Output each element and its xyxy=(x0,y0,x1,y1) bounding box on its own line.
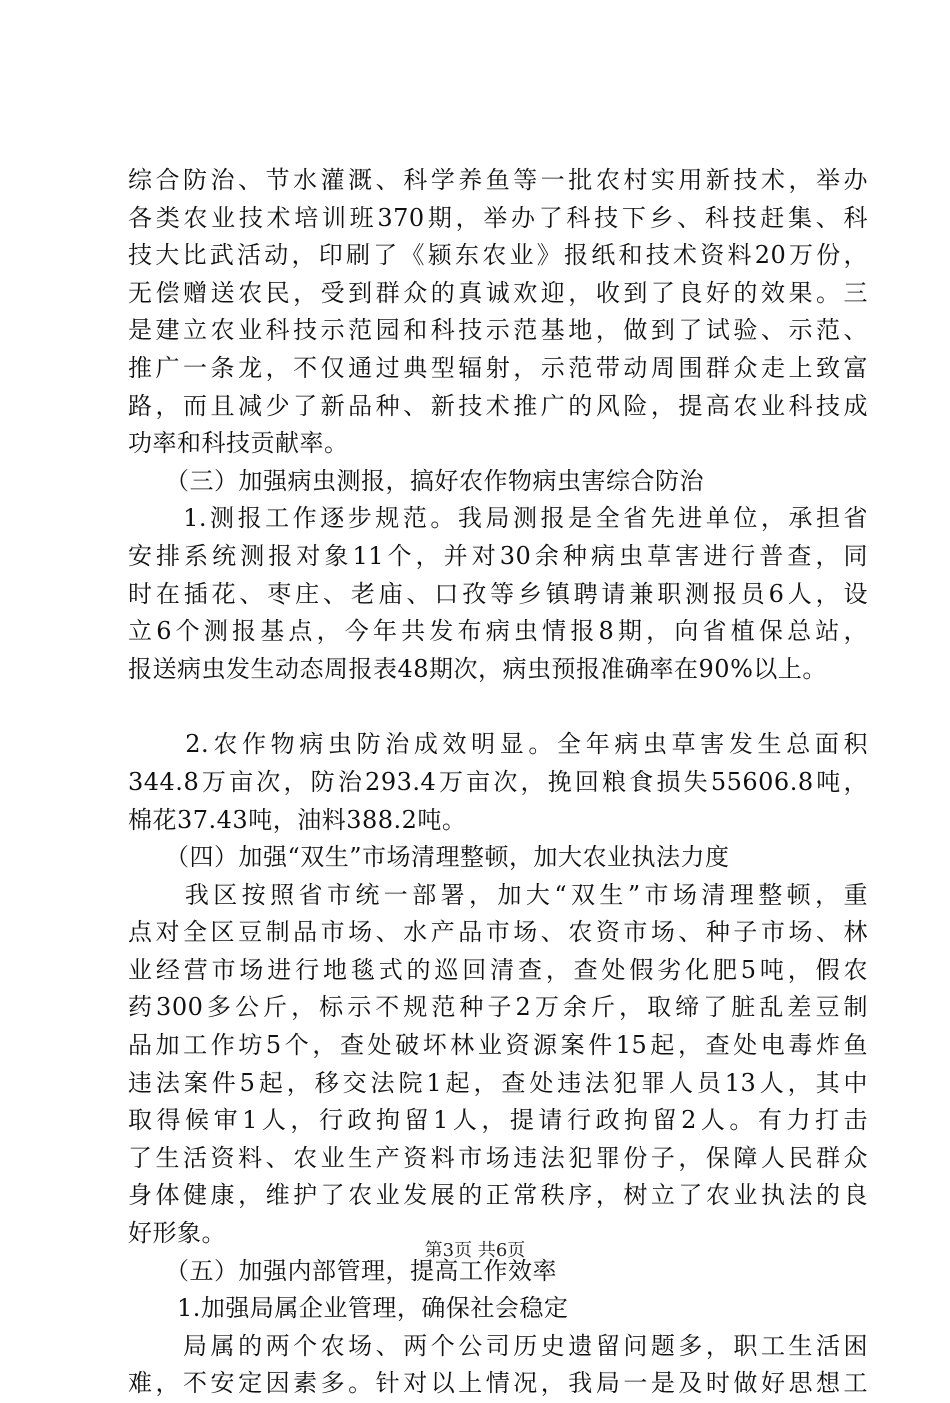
text-line: 了生活资料、农业生产资料市场违法犯罪份子，保障人民群众 xyxy=(128,1143,868,1172)
section-heading: （四）加强“双生”市场清理整顿，加大农业执法力度 xyxy=(128,843,730,872)
text-line: 推广一条龙，不仅通过典型辐射，示范带动周围群众走上致富 xyxy=(128,353,868,382)
paragraph-gap xyxy=(128,688,868,726)
text-line: 路，而且减少了新品种、新技术推广的风险，提高农业科技成 xyxy=(128,391,868,420)
text-line: 局属的两个农场、两个公司历史遗留问题多，职工生活困 xyxy=(128,1331,868,1360)
text-line: 是建立农业科技示范园和科技示范基地，做到了试验、示范、 xyxy=(128,316,868,345)
page-footer: 第3页 共6页 xyxy=(424,1240,526,1261)
text-line: 棉花37.43吨，油料388.2吨。 xyxy=(128,805,467,834)
text-line: 1.测报工作逐步规范。我局测报是全省先进单位，承担省 xyxy=(128,504,868,533)
text-line: 安排系统测报对象11个，并对30余种病虫草害进行普查，同 xyxy=(128,541,868,570)
text-line: 身体健康，维护了农业发展的正常秩序，树立了农业执法的良 xyxy=(128,1181,868,1210)
text-line: 立6个测报基点，今年共发布病虫情报8期，向省植保总站， xyxy=(128,617,868,646)
text-line: 违法案件5起，移交法院1起，查处违法犯罪人员13人，其中 xyxy=(128,1068,868,1097)
text-line: 品加工作坊5个，查处破坏林业资源案件15起，查处电毒炸鱼 xyxy=(128,1031,868,1060)
section-heading: （五）加强内部管理，提高工作效率 xyxy=(128,1256,557,1285)
text-line: 344.8万亩次，防治293.4万亩次，挽回粮食损失55606.8吨， xyxy=(128,767,868,796)
text-line: 药300多公斤，标示不规范种子2万余斤，取缔了脏乱差豆制 xyxy=(128,993,868,1022)
section-heading: （三）加强病虫测报，搞好农作物病虫害综合防治 xyxy=(128,466,704,495)
text-line: 2.农作物病虫防治成效明显。全年病虫草害发生总面积 xyxy=(128,730,868,759)
text-line: 无偿赠送农民，受到群众的真诚欢迎，收到了良好的效果。三 xyxy=(128,278,868,307)
text-line: 我区按照省市统一部署，加大“双生”市场清理整顿，重 xyxy=(128,880,868,909)
text-line: 难，不安定因素多。针对以上情况，我局一是及时做好思想工 xyxy=(128,1369,868,1398)
text-line: 报送病虫发生动态周报表48期次，病虫预报准确率在90%以上。 xyxy=(128,654,827,683)
text-line: 点对全区豆制品市场、水产品市场、农资市场、种子市场、林 xyxy=(128,918,868,947)
text-line: 好形象。 xyxy=(128,1219,226,1248)
body-text xyxy=(128,162,868,1403)
text-line: 技大比武活动，印刷了《颍东农业》报纸和技术资料20万份， xyxy=(128,241,868,270)
text-line: 业经营市场进行地毯式的巡回清查，查处假劣化肥5吨，假农 xyxy=(128,955,868,984)
text-line: 各类农业技术培训班370期，举办了科技下乡、科技赶集、科 xyxy=(128,203,868,232)
text-line: 取得候审1人，行政拘留1人，提请行政拘留2人。有力打击 xyxy=(128,1106,868,1135)
text-line: 时在插花、枣庄、老庙、口孜等乡镇聘请兼职测报员6人，设 xyxy=(128,579,868,608)
text-line: 综合防治、节水灌溉、科学养鱼等一批农村实用新技术，举办 xyxy=(128,166,868,194)
subsection-heading: 1.加强局属企业管理，确保社会稳定 xyxy=(128,1294,569,1323)
text-line: 功率和科技贡献率。 xyxy=(128,429,349,458)
